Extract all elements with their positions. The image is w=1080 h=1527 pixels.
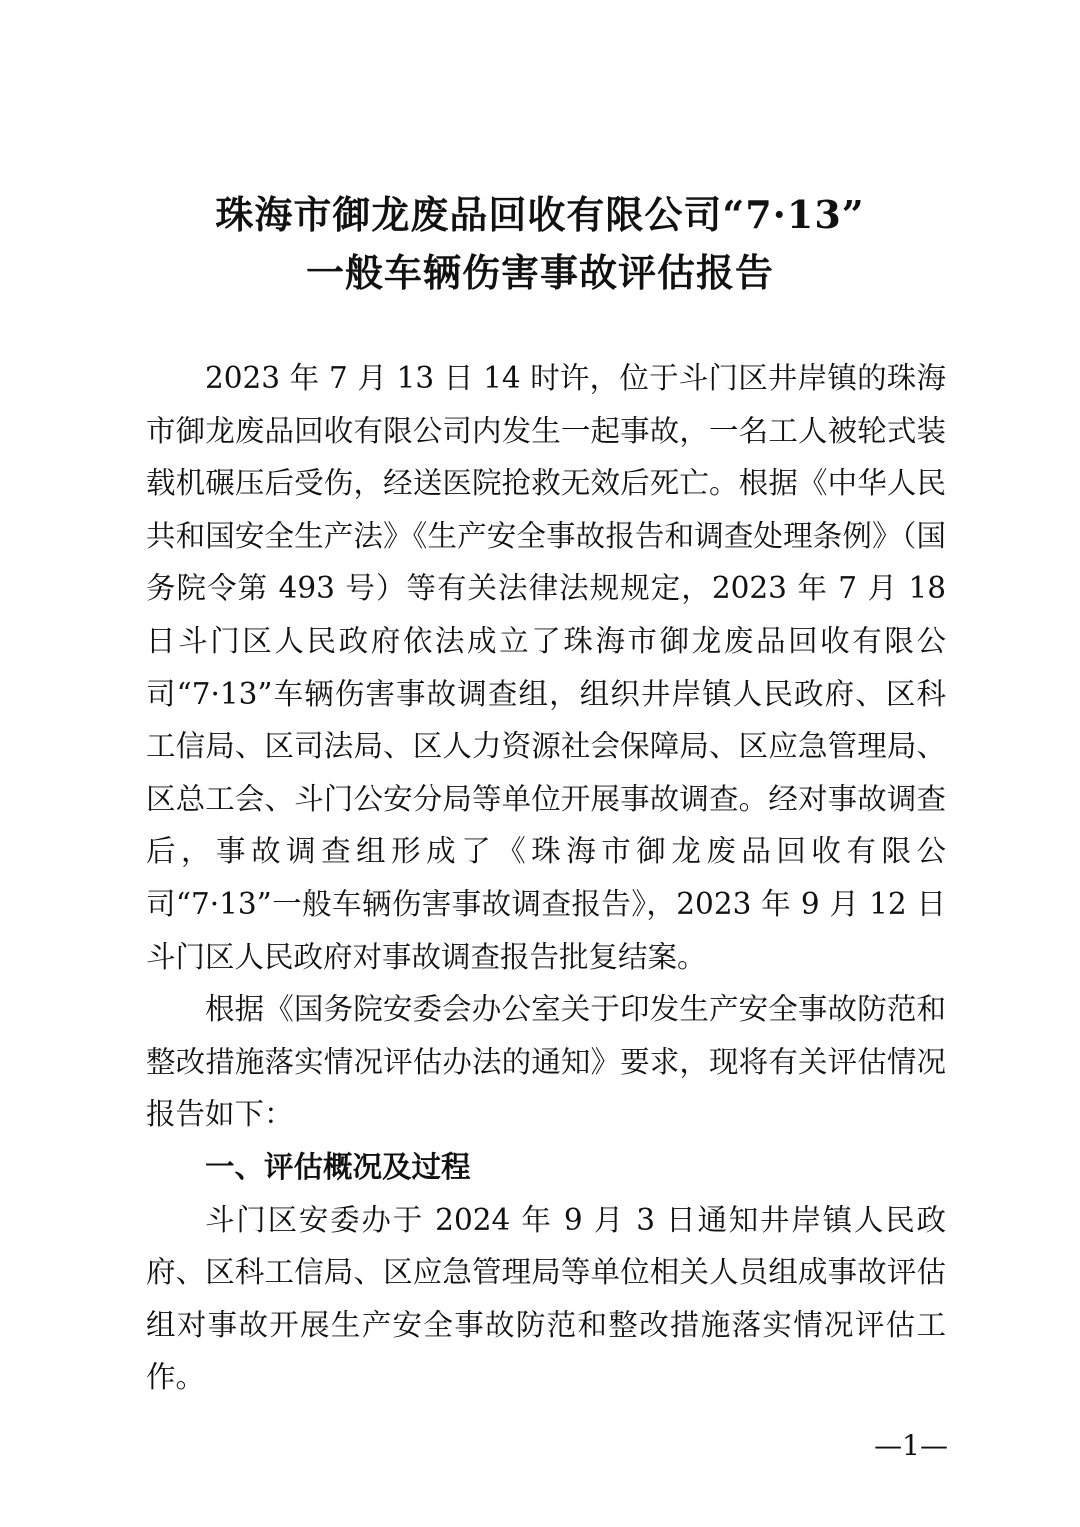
- document-body: [146, 352, 946, 1404]
- document-title-line-2: 一般车辆伤害事故评估报告: [305, 250, 774, 295]
- paragraph-incident-summary: 2023 年 7 月 13 日 14 时许，位于斗门区井岸镇的珠海市御龙废品回收有限公司内发生一起事故，一名工人被轮式装载机碾压后受伤，经送医院抢救无效后死亡。根据《中华人民共和国安全生产法》《生产安全事故报告和调查处理条例》（国务院令第 493 号）等有关法律法规规定，2023 年 7 月 18 日斗门区人民政府依法成立了珠海市御龙废品回收有限公司“7·13”车辆伤害事故调查组，组织井岸镇人民政府、区科工信局、区司法局、区人力资源社会保障局、区应急管理局、区总工会、斗门公安分局等单位开展事故调查。经对事故调查后，事故调查组形成了《珠海市御龙废品回收有限公司“7·13”一般车辆伤害事故调查报告》，2023 年 9 月 12 日斗门区人民政府对事故调查报告批复结案。: [146, 361, 946, 974]
- page-number: —1—: [874, 1429, 948, 1462]
- section-heading-overview: 一、评估概况及过程: [205, 1149, 471, 1184]
- document-title-line-1: 珠海市御龙废品回收有限公司“7·13”: [215, 192, 865, 237]
- paragraph-overview: 斗门区安委办于 2024 年 9 月 3 日通知井岸镇人民政府、区科工信局、区应急管理局等单位相关人员组成事故评估组对事故开展生产安全事故防范和整改措施落实情况评估工作。: [146, 1202, 946, 1395]
- paragraph-report-basis: 根据《国务院安委会办公室关于印发生产安全事故防范和整改措施落实情况评估办法的通知》要求，现将有关评估情况报告如下：: [146, 992, 946, 1132]
